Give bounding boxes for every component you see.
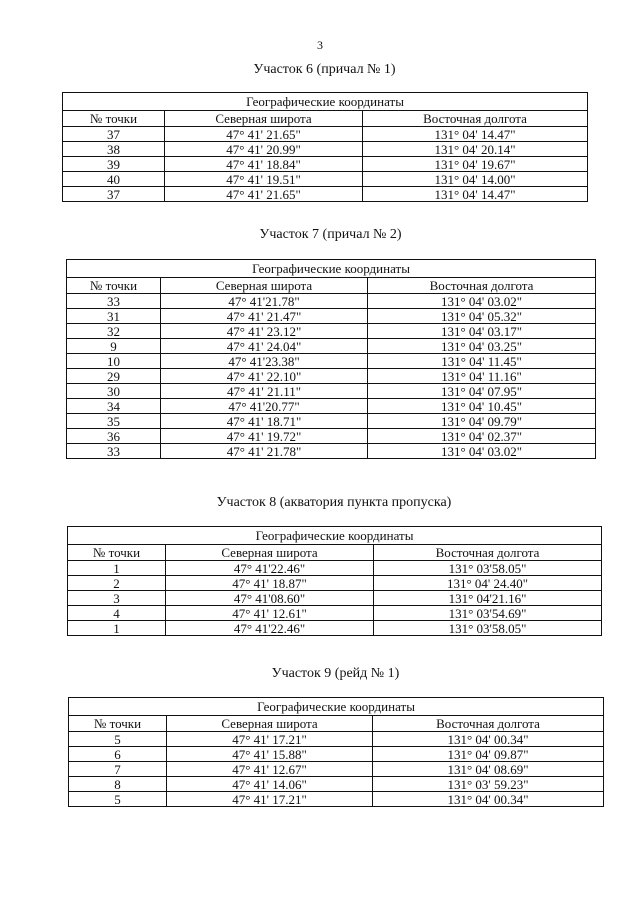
longitude-cell: 131° 03' 59.23" [373,777,604,792]
latitude-cell: 47° 41' 19.72" [161,429,368,444]
latitude-cell: 47° 41' 14.06" [167,777,373,792]
table-row [63,142,588,157]
point-number-cell: 3 [68,591,166,606]
longitude-header: Восточная долгота [368,278,596,294]
latitude-cell: 47° 41' 22.10" [161,369,368,384]
table-row [67,399,596,414]
longitude-cell: 131° 03'54.69" [374,606,602,621]
table-row [67,339,596,354]
latitude-header: Северная широта [167,716,373,732]
table-row [68,621,602,636]
longitude-cell: 131° 04' 07.95" [368,384,596,399]
latitude-cell: 47° 41' 17.21" [167,732,373,747]
latitude-cell: 47° 41' 24.04" [161,339,368,354]
longitude-cell: 131° 04' 03.02" [368,294,596,309]
latitude-cell: 47° 41' 18.87" [166,576,374,591]
point-number-cell: 1 [68,621,166,636]
longitude-cell: 131° 04' 20.14" [363,142,588,157]
latitude-cell: 47° 41' 18.84" [165,157,363,172]
coordinates-table [68,697,604,807]
point-number-cell: 1 [68,561,166,576]
coordinates-table [62,92,588,202]
point-number-header: № точки [69,716,167,732]
longitude-cell: 131° 04' 00.34" [373,732,604,747]
latitude-cell: 47° 41'22.46" [166,621,374,636]
point-number-cell: 39 [63,157,165,172]
table-row [63,187,588,202]
point-number-cell: 31 [67,309,161,324]
latitude-cell: 47° 41' 18.71" [161,414,368,429]
longitude-cell: 131° 04' 11.45" [368,354,596,369]
point-number-cell: 35 [67,414,161,429]
table-row [63,172,588,187]
point-number-cell: 33 [67,294,161,309]
longitude-header: Восточная долгота [374,545,602,561]
longitude-cell: 131° 04' 03.02" [368,444,596,459]
latitude-cell: 47° 41' 21.65" [165,187,363,202]
latitude-cell: 47° 41' 21.47" [161,309,368,324]
longitude-cell: 131° 04' 14.47" [363,127,588,142]
longitude-cell: 131° 04' 02.37" [368,429,596,444]
latitude-cell: 47° 41' 15.88" [167,747,373,762]
point-number-cell: 10 [67,354,161,369]
latitude-header: Северная широта [165,111,363,127]
longitude-cell: 131° 04' 09.79" [368,414,596,429]
table-row [67,354,596,369]
table-row [69,732,604,747]
table-row [69,762,604,777]
point-number-cell: 32 [67,324,161,339]
longitude-cell: 131° 04' 10.45" [368,399,596,414]
latitude-cell: 47° 41' 17.21" [167,792,373,807]
point-number-cell: 33 [67,444,161,459]
point-number-cell: 40 [63,172,165,187]
coordinates-table [66,259,596,459]
table-row [69,747,604,762]
table-row [67,324,596,339]
table-row [69,777,604,792]
table-row [69,792,604,807]
longitude-cell: 131° 04' 03.25" [368,339,596,354]
column-group-header: Географические координаты [67,260,596,278]
point-number-cell: 37 [63,187,165,202]
point-number-cell: 5 [69,732,167,747]
point-number-cell: 6 [69,747,167,762]
latitude-header: Северная широта [161,278,368,294]
point-number-header: № точки [67,278,161,294]
section-title: Участок 9 (рейд № 1) [271,666,400,681]
table-row [67,414,596,429]
latitude-cell: 47° 41' 19.51" [165,172,363,187]
coordinates-table [67,526,602,636]
table-row [67,294,596,309]
latitude-cell: 47° 41' 21.78" [161,444,368,459]
point-number-cell: 29 [67,369,161,384]
point-number-header: № точки [63,111,165,127]
point-number-cell: 7 [69,762,167,777]
table-row [63,157,588,172]
section-title: Участок 8 (акватория пункта пропуска) [216,495,452,510]
point-number-cell: 34 [67,399,161,414]
table-row [67,444,596,459]
longitude-cell: 131° 04' 24.40" [374,576,602,591]
latitude-cell: 47° 41'21.78" [161,294,368,309]
table-row [67,309,596,324]
latitude-cell: 47° 41' 12.67" [167,762,373,777]
longitude-cell: 131° 04' 09.87" [373,747,604,762]
longitude-cell: 131° 04' 11.16" [368,369,596,384]
point-number-cell: 2 [68,576,166,591]
point-number-cell: 4 [68,606,166,621]
latitude-cell: 47° 41'08.60" [166,591,374,606]
table-row [68,606,602,621]
table-row [63,127,588,142]
longitude-header: Восточная долгота [373,716,604,732]
longitude-cell: 131° 03'58.05" [374,561,602,576]
page-number: 3 [317,38,323,52]
point-number-cell: 38 [63,142,165,157]
longitude-cell: 131° 04' 19.67" [363,157,588,172]
longitude-cell: 131° 04'21.16" [374,591,602,606]
latitude-cell: 47° 41' 23.12" [161,324,368,339]
longitude-cell: 131° 04' 05.32" [368,309,596,324]
latitude-cell: 47° 41' 21.11" [161,384,368,399]
point-number-cell: 30 [67,384,161,399]
latitude-cell: 47° 41'20.77" [161,399,368,414]
section-title: Участок 6 (причал № 1) [253,62,396,77]
latitude-cell: 47° 41' 21.65" [165,127,363,142]
column-group-header: Географические координаты [63,93,588,111]
longitude-cell: 131° 04' 00.34" [373,792,604,807]
section-title: Участок 7 (причал № 2) [259,227,402,242]
longitude-cell: 131° 04' 14.47" [363,187,588,202]
point-number-cell: 36 [67,429,161,444]
point-number-cell: 9 [67,339,161,354]
longitude-cell: 131° 04' 08.69" [373,762,604,777]
table-row [68,591,602,606]
column-group-header: Географические координаты [69,698,604,716]
longitude-header: Восточная долгота [363,111,588,127]
longitude-cell: 131° 03'58.05" [374,621,602,636]
table-row [67,369,596,384]
longitude-cell: 131° 04' 03.17" [368,324,596,339]
table-row [67,429,596,444]
latitude-cell: 47° 41'23.38" [161,354,368,369]
longitude-cell: 131° 04' 14.00" [363,172,588,187]
latitude-cell: 47° 41' 12.61" [166,606,374,621]
column-group-header: Географические координаты [68,527,602,545]
latitude-cell: 47° 41'22.46" [166,561,374,576]
point-number-cell: 8 [69,777,167,792]
point-number-cell: 37 [63,127,165,142]
table-row [68,576,602,591]
table-row [67,384,596,399]
point-number-header: № точки [68,545,166,561]
latitude-header: Северная широта [166,545,374,561]
table-row [68,561,602,576]
point-number-cell: 5 [69,792,167,807]
latitude-cell: 47° 41' 20.99" [165,142,363,157]
